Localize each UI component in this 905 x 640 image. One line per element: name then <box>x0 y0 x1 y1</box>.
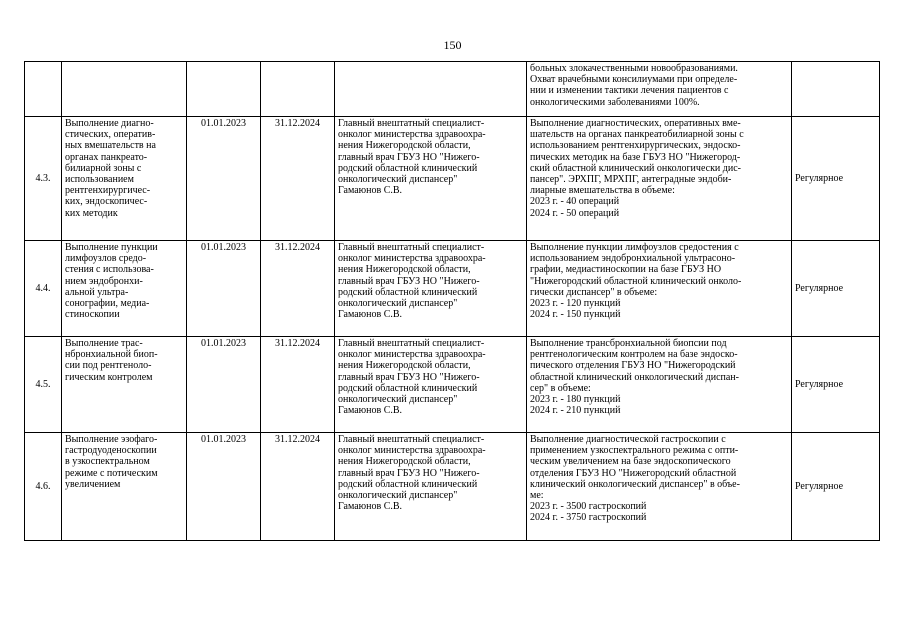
row-number-cell: 4.5. <box>25 337 62 433</box>
row-number-cell <box>25 62 62 117</box>
plan-table <box>24 61 880 541</box>
result-cell: Выполнение диагностической гастроскопии с применением узкоспектрального режима с опти- ческим увеличением на базе эндоскопического отделения ГБУЗ НО "Нижегородский областной клинический онкологический диспансер" в объе- ме: 2023 г. - 3500 гастроскопий 2024 г. - 3750 гастроскопий <box>527 433 792 541</box>
responsible-cell: Главный внештатный специалист- онколог министерства здравоохра- нения Нижегородской области, главный врач ГБУЗ НО "Нижего- родский областной клинический онкологический диспансер" Гамаюнов С.В. <box>335 241 527 337</box>
start-date-cell: 01.01.2023 <box>187 117 261 241</box>
start-date-cell: 01.01.2023 <box>187 337 261 433</box>
table-row <box>25 433 880 541</box>
end-date-cell <box>261 62 335 117</box>
action-cell <box>62 62 187 117</box>
end-date-cell: 31.12.2024 <box>261 337 335 433</box>
periodicity-cell: Регулярное <box>792 241 880 337</box>
action-cell: Выполнение диагно- стических, оператив- ных вмешательств на органах панкреато- билиарной зоны с использованием рентгенхирургичес- ких, эндоскопичес- ких методик <box>62 117 187 241</box>
action-cell: Выполнение пункции лимфоузлов средо- стения с использова- нием эндобронхи- альной ультра- сонографии, медиа- стиноскопии <box>62 241 187 337</box>
table-row <box>25 241 880 337</box>
periodicity-cell: Регулярное <box>792 117 880 241</box>
row-number-cell: 4.3. <box>25 117 62 241</box>
result-cell: Выполнение пункции лимфоузлов средостения с использованием эндобронхиальной ультрасоно- графии, медиастиноскопии на базе ГБУЗ НО "Нижегородский областной клинический онколо- гически диспансер" в объеме: 2023 г. - 120 пункций 2024 г. - 150 пункций <box>527 241 792 337</box>
responsible-cell: Главный внештатный специалист- онколог министерства здравоохра- нения Нижегородской области, главный врач ГБУЗ НО "Нижего- родский областной клинический онкологический диспансер" Гамаюнов С.В. <box>335 337 527 433</box>
table-row <box>25 117 880 241</box>
start-date-cell: 01.01.2023 <box>187 241 261 337</box>
table-row <box>25 62 880 117</box>
periodicity-cell <box>792 62 880 117</box>
responsible-cell: Главный внештатный специалист- онколог министерства здравоохра- нения Нижегородской области, главный врач ГБУЗ НО "Нижего- родский областной клинический онкологический диспансер" Гамаюнов С.В. <box>335 433 527 541</box>
end-date-cell: 31.12.2024 <box>261 241 335 337</box>
page-number: 150 <box>443 38 462 52</box>
end-date-cell: 31.12.2024 <box>261 117 335 241</box>
end-date-cell: 31.12.2024 <box>261 433 335 541</box>
responsible-cell <box>335 62 527 117</box>
row-number-cell: 4.6. <box>25 433 62 541</box>
responsible-cell: Главный внештатный специалист- онколог министерства здравоохра- нения Нижегородской области, главный врач ГБУЗ НО "Нижего- родский областной клинический онкологический диспансер" Гамаюнов С.В. <box>335 117 527 241</box>
result-cell: Выполнение трансбронхиальной биопсии под рентгенологическим контролем на базе эндоско- пического отделения ГБУЗ НО "Нижегородский областной клинический онкологический диспан- сер" в объеме: 2023 г. - 180 пункций 2024 г. - 210 пункций <box>527 337 792 433</box>
result-cell: Выполнение диагностических, оперативных вме- шательств на органах панкреатобилиарной зоны с использованием рентгенхирургических, эндоско- пических методик на базе ГБУЗ НО "Нижегород- ский областной клинический онкологически дис- пансер". ЭРХПГ, МРХПГ, антеградные эндоби- лиарные вмешательства в объеме: 2023 г. - 40 операций 2024 г. - 50 операций <box>527 117 792 241</box>
action-cell: Выполнение эзофаго- гастродуоденоскопии в узкоспектральном режиме с потическим увеличением <box>62 433 187 541</box>
periodicity-cell: Регулярное <box>792 337 880 433</box>
start-date-cell: 01.01.2023 <box>187 433 261 541</box>
table-row <box>25 337 880 433</box>
start-date-cell <box>187 62 261 117</box>
action-cell: Выполнение трас- нбронхиальной биоп- сии под рентгеноло- гическим контролем <box>62 337 187 433</box>
periodicity-cell: Регулярное <box>792 433 880 541</box>
row-number-cell: 4.4. <box>25 241 62 337</box>
result-cell: больных злокачественными новообразованиями. Охват врачебными консилиумами при определе- нии и изменении тактики лечения пациентов с онкологическими заболеваниями 100%. <box>527 62 792 117</box>
